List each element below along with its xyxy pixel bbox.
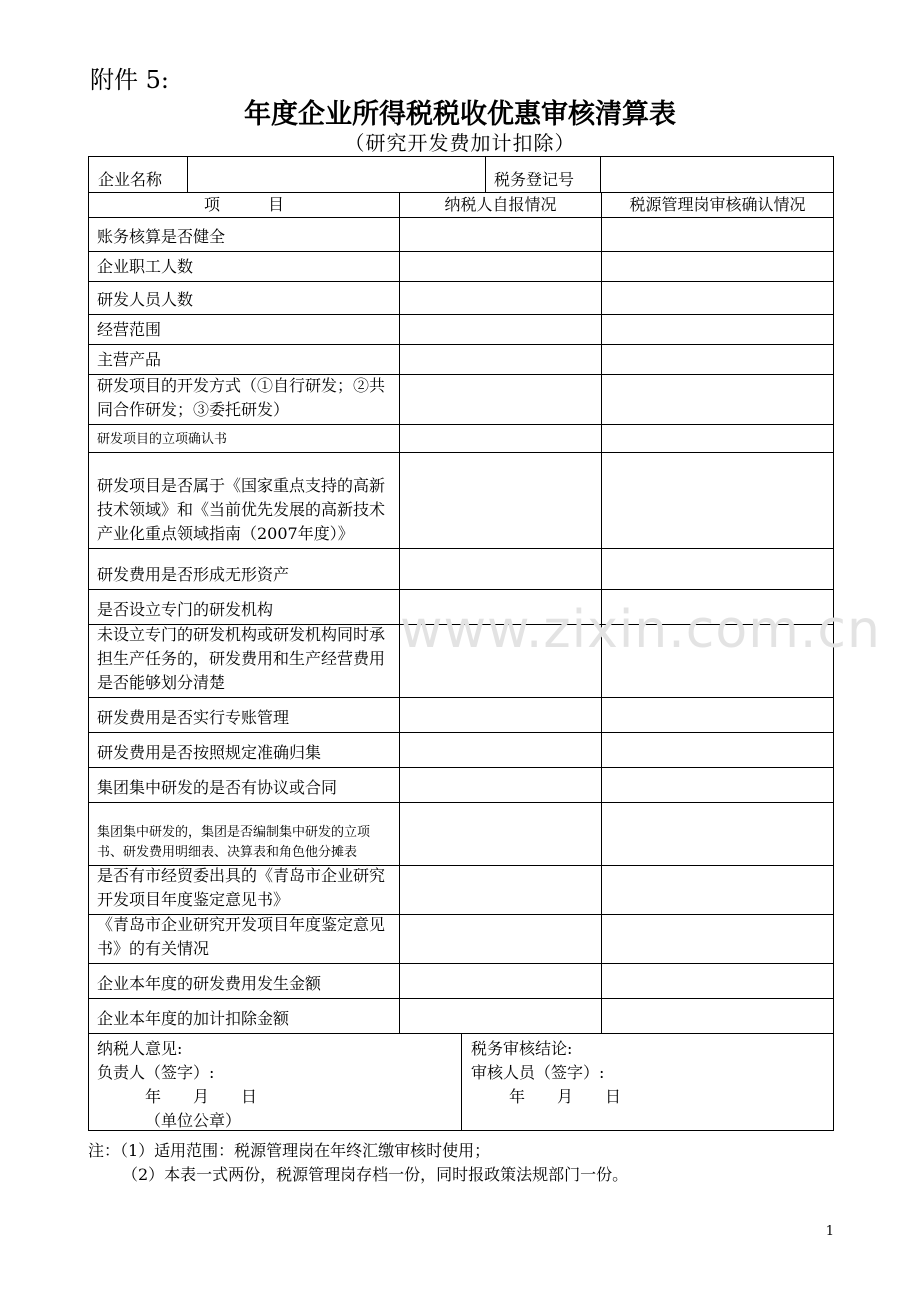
row-item-label bbox=[89, 999, 399, 1033]
taxpayer-report-cell[interactable] bbox=[400, 282, 601, 314]
company-info-row bbox=[89, 157, 833, 193]
row-item-text: 集团集中研发的，集团是否编制集中研发的立项书、研发费用明细表、决算表和角色他分摊表 bbox=[97, 825, 371, 860]
row-item-text: 研发费用是否按照规定准确归集 bbox=[97, 743, 322, 762]
row-item-label bbox=[89, 733, 399, 767]
col-header-item: 项 目 bbox=[203, 195, 284, 214]
taxpayer-report-cell[interactable] bbox=[400, 803, 601, 865]
taxpayer-signer-label: 负责人（签字）: bbox=[97, 1063, 215, 1082]
row-item-label bbox=[89, 768, 399, 802]
taxpayer-report-cell[interactable] bbox=[400, 768, 601, 802]
tax-id-field[interactable] bbox=[601, 157, 833, 192]
review-confirm-cell[interactable] bbox=[602, 453, 833, 548]
row-item-text: 未设立专门的研发机构或研发机构同时承担生产任务的，研发费用和生产经营费用是否能够划分清楚 bbox=[97, 625, 386, 692]
row-item-label bbox=[89, 549, 399, 589]
unit-seal-label: （单位公章） bbox=[145, 1111, 242, 1130]
row-item-text: 集团集中研发的是否有协议或合同 bbox=[97, 778, 338, 797]
table-row bbox=[89, 282, 833, 315]
taxpayer-report-cell[interactable] bbox=[400, 425, 601, 452]
row-item-text: 研发项目的立项确认书 bbox=[97, 432, 228, 447]
taxpayer-opinion-block bbox=[89, 1034, 461, 1130]
taxpayer-report-cell[interactable] bbox=[400, 915, 601, 963]
row-item-label bbox=[89, 315, 399, 344]
taxpayer-report-cell[interactable] bbox=[400, 698, 601, 732]
row-item-label bbox=[89, 218, 399, 251]
taxpayer-report-cell[interactable] bbox=[400, 733, 601, 767]
taxpayer-report-cell[interactable] bbox=[400, 252, 601, 281]
table-row bbox=[89, 453, 833, 549]
page-number: 1 bbox=[825, 1224, 834, 1239]
attachment-label: 附件 5: bbox=[90, 66, 169, 94]
review-confirm-cell[interactable] bbox=[602, 549, 833, 589]
row-item-text: 是否有市经贸委出具的《青岛市企业研究开发项目年度鉴定意见书》 bbox=[97, 866, 386, 909]
review-confirm-cell[interactable] bbox=[602, 375, 833, 424]
review-confirm-cell[interactable] bbox=[602, 282, 833, 314]
table-row bbox=[89, 375, 833, 425]
row-item-label bbox=[89, 590, 399, 624]
row-item-text: 研发费用是否形成无形资产 bbox=[97, 565, 290, 584]
company-name-label: 企业名称 bbox=[98, 170, 163, 189]
row-item-label bbox=[89, 345, 399, 374]
table-row bbox=[89, 733, 833, 768]
reviewer-signer-label: 审核人员（签字）: bbox=[471, 1063, 605, 1082]
taxpayer-report-cell[interactable] bbox=[400, 999, 601, 1033]
review-confirm-cell[interactable] bbox=[602, 999, 833, 1033]
review-confirm-cell[interactable] bbox=[602, 768, 833, 802]
table-row bbox=[89, 768, 833, 803]
column-header-row bbox=[89, 193, 833, 218]
taxpayer-report-cell[interactable] bbox=[400, 345, 601, 374]
table-row bbox=[89, 315, 833, 345]
row-item-text: 是否设立专门的研发机构 bbox=[97, 600, 274, 619]
table-row bbox=[89, 999, 833, 1034]
table-row bbox=[89, 698, 833, 733]
row-item-label bbox=[89, 915, 399, 963]
row-item-label bbox=[89, 252, 399, 281]
review-confirm-cell[interactable] bbox=[602, 803, 833, 865]
review-confirm-cell[interactable] bbox=[602, 252, 833, 281]
review-confirm-cell[interactable] bbox=[602, 218, 833, 251]
review-confirm-cell[interactable] bbox=[602, 733, 833, 767]
row-item-text: 《青岛市企业研究开发项目年度鉴定意见书》的有关情况 bbox=[97, 915, 386, 958]
taxpayer-report-cell[interactable] bbox=[400, 218, 601, 251]
taxpayer-opinion-label: 纳税人意见: bbox=[97, 1039, 183, 1058]
form-subtitle: （研究开发费加计扣除） bbox=[344, 131, 576, 155]
review-confirm-cell[interactable] bbox=[602, 964, 833, 998]
signature-area bbox=[89, 1034, 833, 1130]
review-confirm-cell[interactable] bbox=[602, 315, 833, 344]
reviewer-date: 年 月 日 bbox=[509, 1087, 622, 1106]
company-name-field[interactable] bbox=[188, 157, 484, 192]
row-item-text: 研发项目是否属于《国家重点支持的高新技术领域》和《当前优先发展的高新技术产业化重点领域指南（2007年度）》 bbox=[97, 476, 386, 543]
table-row bbox=[89, 425, 833, 453]
row-item-label bbox=[89, 698, 399, 732]
table-row bbox=[89, 964, 833, 999]
table-row bbox=[89, 252, 833, 282]
row-item-label bbox=[89, 866, 399, 914]
row-item-text: 研发费用是否实行专账管理 bbox=[97, 708, 290, 727]
taxpayer-report-cell[interactable] bbox=[400, 866, 601, 914]
row-item-text: 企业职工人数 bbox=[97, 257, 194, 276]
table-row bbox=[89, 866, 833, 915]
table-row bbox=[89, 915, 833, 964]
review-confirm-cell[interactable] bbox=[602, 915, 833, 963]
table-row bbox=[89, 218, 833, 252]
row-item-text: 研发人员人数 bbox=[97, 290, 194, 309]
row-item-text: 主营产品 bbox=[97, 350, 162, 369]
row-item-label bbox=[89, 625, 399, 697]
table-row bbox=[89, 345, 833, 375]
row-item-label bbox=[89, 282, 399, 314]
form-title: 年度企业所得税税收优惠审核清算表 bbox=[244, 99, 676, 130]
tax-id-label: 税务登记号 bbox=[494, 170, 575, 189]
taxpayer-date: 年 月 日 bbox=[145, 1087, 258, 1106]
review-confirm-cell[interactable] bbox=[602, 698, 833, 732]
taxpayer-report-cell[interactable] bbox=[400, 549, 601, 589]
table-row bbox=[89, 803, 833, 866]
row-item-label bbox=[89, 453, 399, 548]
tax-conclusion-label: 税务审核结论: bbox=[471, 1039, 573, 1058]
taxpayer-report-cell[interactable] bbox=[400, 964, 601, 998]
watermark-text: www.zixin.com.cn bbox=[400, 600, 881, 660]
row-item-label bbox=[89, 964, 399, 998]
tax-review-block bbox=[462, 1034, 833, 1130]
row-item-text: 账务核算是否健全 bbox=[97, 227, 226, 246]
review-confirm-cell[interactable] bbox=[602, 425, 833, 452]
taxpayer-report-cell[interactable] bbox=[400, 375, 601, 424]
table-row bbox=[89, 549, 833, 590]
row-item-label bbox=[89, 803, 399, 865]
col-header-review: 税源管理岗审核确认情况 bbox=[629, 195, 806, 214]
note-line-2: （2）本表一式两份，税源管理岗存档一份，同时报政策法规部门一份。 bbox=[122, 1165, 629, 1184]
row-item-text: 企业本年度的研发费用发生金额 bbox=[97, 974, 322, 993]
row-item-text: 研发项目的开发方式（①自行研发；②共同合作研发；③委托研发） bbox=[97, 376, 386, 419]
row-item-text: 企业本年度的加计扣除金额 bbox=[97, 1009, 290, 1028]
row-item-text: 经营范围 bbox=[97, 320, 162, 339]
review-confirm-cell[interactable] bbox=[602, 866, 833, 914]
taxpayer-report-cell[interactable] bbox=[400, 315, 601, 344]
review-confirm-cell[interactable] bbox=[602, 345, 833, 374]
row-item-label bbox=[89, 375, 399, 424]
taxpayer-report-cell[interactable] bbox=[400, 453, 601, 548]
note-line-1: 注：（1）适用范围：税源管理岗在年终汇缴审核时使用； bbox=[88, 1141, 491, 1160]
row-item-label bbox=[89, 425, 399, 452]
col-header-taxpayer: 纳税人自报情况 bbox=[444, 195, 557, 214]
